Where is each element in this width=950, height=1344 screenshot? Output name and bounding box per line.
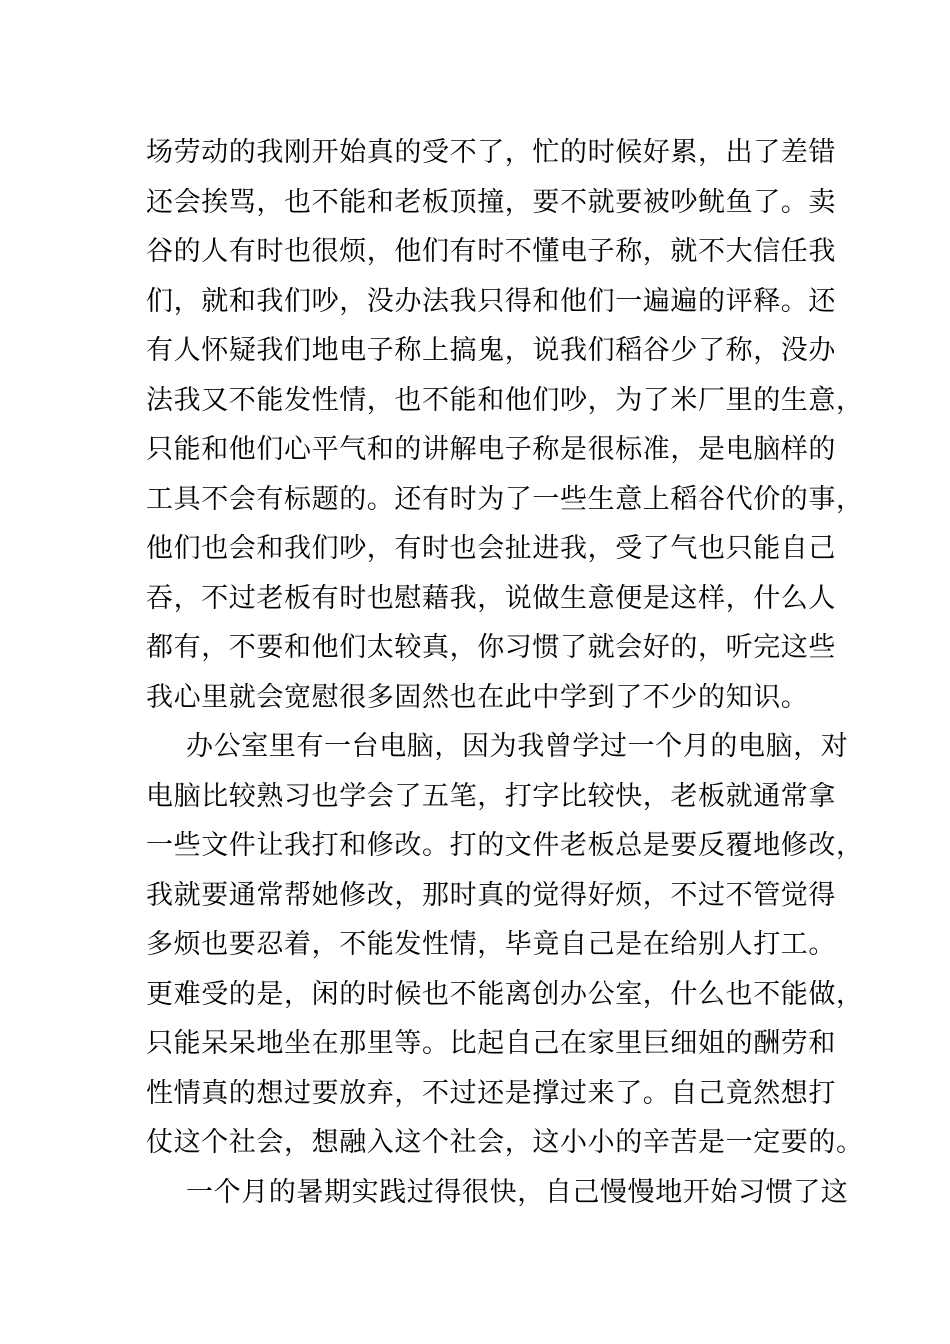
body-text [146, 128, 864, 1217]
paragraph-start-line: 办公室里有一台电脑，因为我曾学过一个月的电脑，对 [186, 731, 849, 762]
text-line: 场劳动的我刚开始真的受不了，忙的时候好累，出了差错 [146, 137, 836, 168]
text-line: 还会挨骂，也不能和老板顶撞，要不就要被吵鱿鱼了。卖 [146, 186, 836, 218]
text-line: 谷的人有时也很烦，他们有时不懂电子称，就不大信任我 [146, 236, 836, 267]
text-line: 法我又不能发性情，也不能和他们吵，为了米厂里的生意， [146, 384, 864, 416]
text-line: 都有，不要和他们太较真，你习惯了就会好的，听完这些 [146, 632, 836, 663]
text-line: 只能呆呆地坐在那里等。比起自己在家里巨细姐的酬劳和 [146, 1028, 836, 1059]
text-line: 多烦也要忍着，不能发性情，毕竟自己是在给别人打工。 [146, 929, 836, 960]
text-line: 性情真的想过要放弃，不过还是撑过来了。自己竟然想打 [146, 1077, 836, 1109]
text-line: 我就要通常帮她修改，那时真的觉得好烦，不过不管觉得 [146, 879, 836, 911]
text-line: 电脑比较熟习也学会了五笔，打字比较快，老板就通常拿 [146, 780, 836, 812]
text-line: 们，就和我们吵，没办法我只得和他们一遍遍的评释。还 [146, 285, 836, 317]
text-line: 有人怀疑我们地电子称上搞鬼，说我们稻谷少了称，没办 [146, 335, 836, 366]
text-line: 他们也会和我们吵，有时也会扯进我，受了气也只能自己 [146, 533, 836, 564]
text-line: 吞，不过老板有时也慰藉我，说做生意便是这样，什么人 [146, 582, 836, 614]
text-line: 一些文件让我打和修改。打的文件老板总是要反覆地修改， [146, 830, 864, 861]
text-line: 只能和他们心平气和的讲解电子称是很标准，是电脑样的 [146, 434, 836, 465]
text-line: 更难受的是，闲的时候也不能离创办公室，什么也不能做， [146, 978, 864, 1010]
paragraph-start-line: 一个月的暑期实践过得很快，自己慢慢地开始习惯了这 [186, 1176, 849, 1208]
text-line: 我心里就会宽慰很多固然也在此中学到了不少的知识。 [146, 681, 809, 713]
text-line: 工具不会有标题的。还有时为了一些生意上稻谷代价的事， [146, 483, 864, 515]
text-line: 仗这个社会，想融入这个社会，这小小的辛苦是一定要的。 [146, 1127, 864, 1158]
